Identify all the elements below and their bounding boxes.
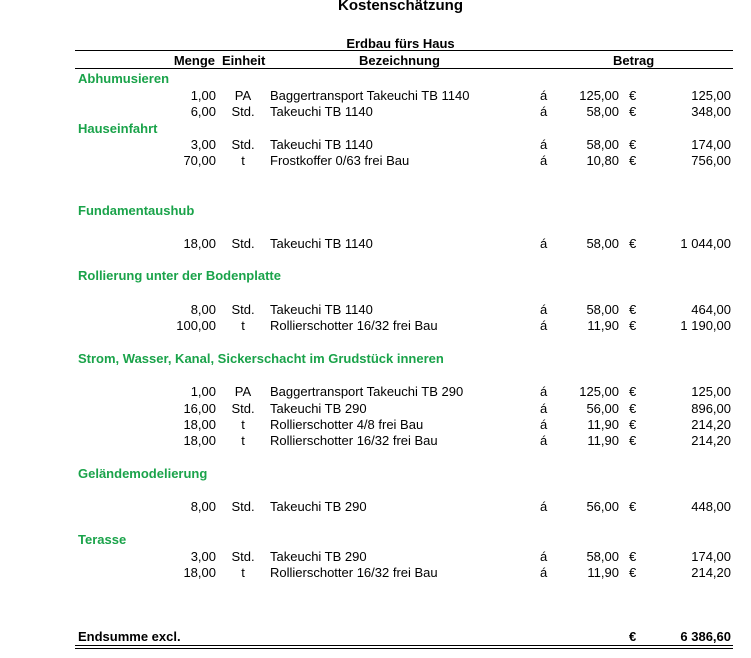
cell-menge: 8,00 — [190, 499, 216, 514]
table-row — [0, 236, 751, 252]
cell-betrag: 1 044,00 — [680, 236, 731, 251]
cell-euro: € — [629, 499, 637, 514]
cell-einheit: t — [241, 153, 245, 168]
cell-euro: € — [629, 88, 637, 103]
cell-preis: 58,00 — [586, 137, 619, 152]
cell-einheit: t — [241, 318, 245, 333]
table-row — [0, 302, 751, 318]
section-title: Fundamentaushub — [78, 203, 195, 218]
cell-menge: 8,00 — [190, 302, 216, 317]
cell-betrag: 214,20 — [691, 565, 731, 580]
total-rule — [75, 645, 733, 649]
cell-betrag: 214,20 — [691, 433, 731, 448]
cell-preis: 56,00 — [586, 401, 619, 416]
cell-einheit: t — [241, 417, 245, 432]
header-bottom-rule — [75, 68, 733, 69]
cell-betrag: 214,20 — [691, 417, 731, 432]
header-menge: Menge — [173, 53, 215, 68]
cell-menge: 18,00 — [183, 236, 216, 251]
cell-menge: 18,00 — [183, 417, 216, 432]
table-row — [0, 565, 751, 581]
table-row — [0, 137, 751, 153]
cell-euro: € — [629, 417, 637, 432]
cell-bezeichnung: Rollierschotter 16/32 frei Bau — [270, 433, 438, 448]
cell-preis: 58,00 — [586, 104, 619, 119]
cell-euro: € — [629, 302, 637, 317]
cell-a: á — [540, 565, 548, 580]
cell-preis: 10,80 — [586, 153, 619, 168]
table-row — [0, 88, 751, 104]
cell-a: á — [540, 401, 548, 416]
cell-euro: € — [629, 433, 637, 448]
cell-menge: 18,00 — [183, 433, 216, 448]
cell-a: á — [540, 417, 548, 432]
cell-a: á — [540, 549, 548, 564]
cell-euro: € — [629, 565, 637, 580]
cell-bezeichnung: Takeuchi TB 1140 — [270, 236, 373, 251]
section-title: Abhumusieren — [78, 71, 170, 86]
cell-bezeichnung: Takeuchi TB 1140 — [270, 302, 373, 317]
cell-bezeichnung: Takeuchi TB 290 — [270, 401, 367, 416]
total-row — [0, 629, 751, 645]
cell-einheit: Std. — [231, 236, 255, 251]
table-row — [0, 384, 751, 400]
table-row — [0, 401, 751, 417]
cell-a: á — [540, 302, 548, 317]
cell-preis: 58,00 — [586, 302, 619, 317]
cell-einheit: Std. — [231, 137, 255, 152]
cell-preis: 125,00 — [579, 88, 619, 103]
table-row — [0, 499, 751, 515]
table-row — [0, 104, 751, 120]
cell-einheit: PA — [234, 384, 252, 399]
cell-einheit: Std. — [231, 549, 255, 564]
cell-a: á — [540, 137, 548, 152]
cell-betrag: 448,00 — [691, 499, 731, 514]
cell-bezeichnung: Frostkoffer 0/63 frei Bau — [270, 153, 410, 168]
header-einheit: Einheit — [222, 53, 266, 68]
cell-bezeichnung: Rollierschotter 16/32 frei Bau — [270, 565, 438, 580]
cell-euro: € — [629, 153, 637, 168]
cell-a: á — [540, 499, 548, 514]
cell-bezeichnung: Takeuchi TB 290 — [270, 549, 367, 564]
cell-betrag: 1 190,00 — [680, 318, 731, 333]
cell-preis: 11,90 — [587, 433, 619, 448]
section-title: Hauseinfahrt — [78, 121, 158, 136]
cell-euro: € — [629, 236, 637, 251]
table-row — [0, 417, 751, 433]
cell-euro: € — [629, 384, 637, 399]
cell-menge: 16,00 — [183, 401, 216, 416]
cell-a: á — [540, 88, 548, 103]
cell-bezeichnung: Rollierschotter 4/8 frei Bau — [270, 417, 424, 432]
cell-betrag: 464,00 — [691, 302, 731, 317]
cell-a: á — [540, 153, 548, 168]
cell-bezeichnung: Takeuchi TB 1140 — [270, 104, 373, 119]
cell-euro: € — [629, 401, 637, 416]
cell-preis: 56,00 — [586, 499, 619, 514]
cell-betrag: 896,00 — [691, 401, 731, 416]
cell-menge: 18,00 — [183, 565, 216, 580]
cell-einheit: t — [241, 565, 245, 580]
cell-menge: 1,00 — [190, 384, 216, 399]
cell-einheit: Std. — [231, 302, 255, 317]
cell-einheit: Std. — [231, 401, 255, 416]
total-label: Endsumme excl. — [78, 629, 181, 644]
cell-euro: € — [629, 104, 637, 119]
total-euro: € — [629, 629, 637, 644]
cell-preis: 11,90 — [587, 565, 619, 580]
cell-a: á — [540, 318, 548, 333]
cell-menge: 3,00 — [190, 549, 216, 564]
cell-a: á — [540, 384, 548, 399]
cell-betrag: 756,00 — [691, 153, 731, 168]
cell-einheit: Std. — [231, 104, 255, 119]
cell-menge: 1,00 — [190, 88, 216, 103]
cell-bezeichnung: Rollierschotter 16/32 frei Bau — [270, 318, 438, 333]
section-title: Geländemodelierung — [78, 466, 208, 481]
document-title: Kostenschätzung — [337, 0, 463, 14]
cell-preis: 11,90 — [587, 318, 619, 333]
cell-menge: 6,00 — [190, 104, 216, 119]
cell-betrag: 348,00 — [691, 104, 731, 119]
cell-menge: 70,00 — [183, 153, 216, 168]
cell-betrag: 125,00 — [691, 88, 731, 103]
cell-preis: 125,00 — [579, 384, 619, 399]
cell-bezeichnung: Takeuchi TB 1140 — [270, 137, 373, 152]
cell-euro: € — [629, 318, 637, 333]
section-title: Terasse — [78, 532, 127, 547]
cell-menge: 3,00 — [190, 137, 216, 152]
cell-euro: € — [629, 549, 637, 564]
header-bezeichnung: Bezeichnung — [359, 53, 440, 68]
table-row — [0, 318, 751, 334]
cell-betrag: 174,00 — [691, 137, 731, 152]
cell-menge: 100,00 — [176, 318, 216, 333]
table-row — [0, 153, 751, 169]
cell-betrag: 125,00 — [691, 384, 731, 399]
cell-einheit: Std. — [231, 499, 255, 514]
cell-bezeichnung: Takeuchi TB 290 — [270, 499, 367, 514]
cell-preis: 58,00 — [586, 236, 619, 251]
header-betrag: Betrag — [613, 53, 655, 68]
cell-einheit: t — [241, 433, 245, 448]
section-title: Strom, Wasser, Kanal, Sickerschacht im Grudstück inneren — [78, 351, 444, 366]
total-value: 6 386,60 — [680, 629, 731, 644]
cell-euro: € — [629, 137, 637, 152]
cell-preis: 58,00 — [586, 549, 619, 564]
cell-a: á — [540, 433, 548, 448]
cell-a: á — [540, 104, 548, 119]
cell-einheit: PA — [234, 88, 252, 103]
table-row — [0, 549, 751, 565]
cell-a: á — [540, 236, 548, 251]
section-title: Rollierung unter der Bodenplatte — [78, 268, 281, 283]
document-subtitle: Erdbau fürs Haus — [346, 36, 455, 51]
cell-bezeichnung: Baggertransport Takeuchi TB 1140 — [270, 88, 470, 103]
header-top-rule — [75, 50, 733, 51]
cell-bezeichnung: Baggertransport Takeuchi TB 290 — [270, 384, 464, 399]
table-row — [0, 433, 751, 449]
cell-betrag: 174,00 — [691, 549, 731, 564]
cell-preis: 11,90 — [587, 417, 619, 432]
